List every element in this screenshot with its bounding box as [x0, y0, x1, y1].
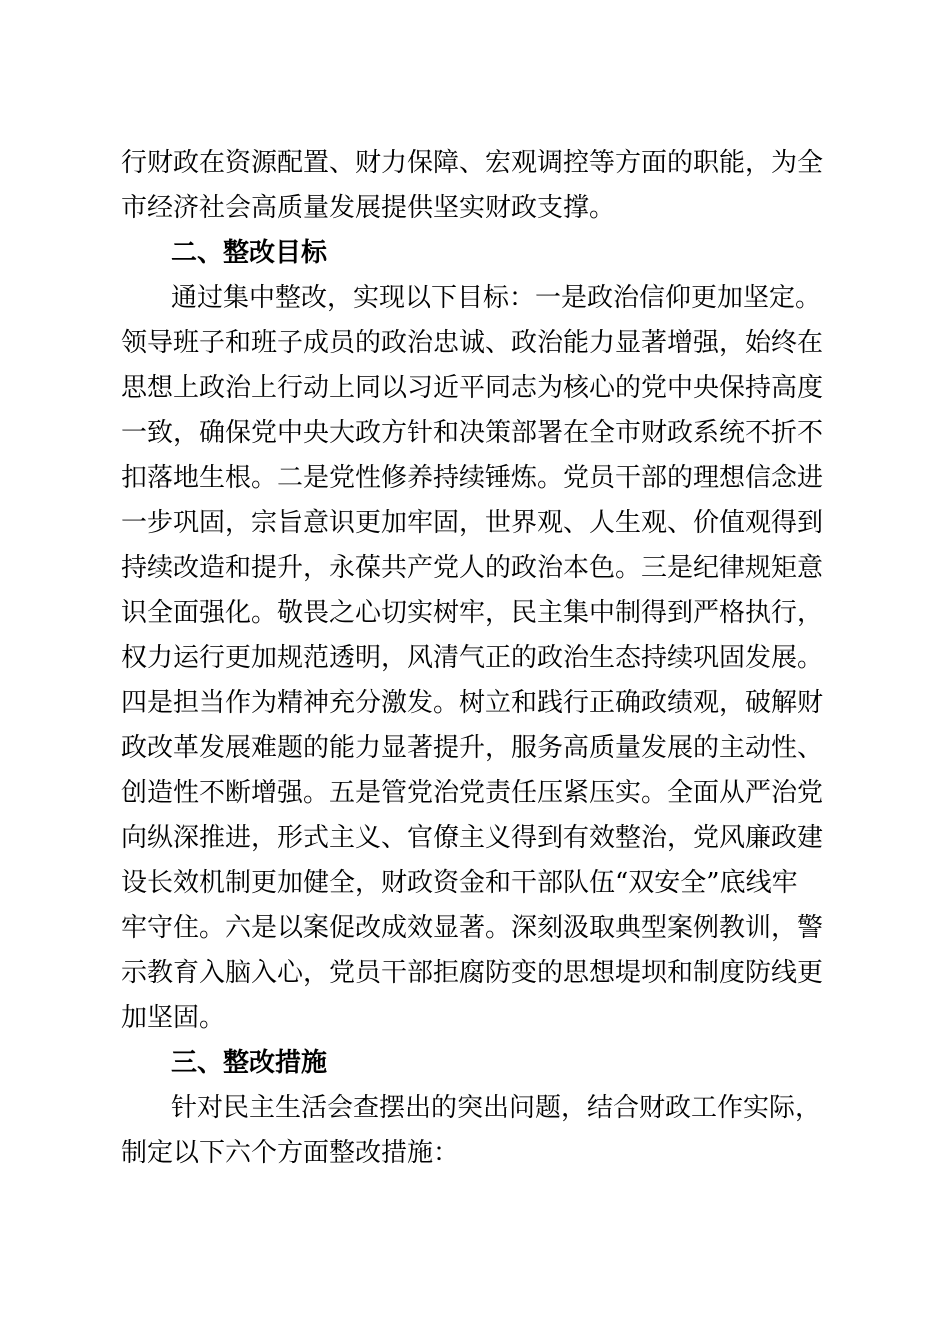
paragraph-line: 一致，确保党中央大政方针和决策部署在全市财政系统不折不: [121, 418, 824, 448]
paragraph-line: 四是担当作为精神充分激发。树立和践行正确政绩观，破解财: [121, 688, 824, 718]
section-heading: 二、整改目标: [171, 238, 328, 268]
paragraph-line: 政改革发展难题的能力显著提升，服务高质量发展的主动性、: [121, 733, 824, 763]
paragraph-line: 设长效机制更加健全，财政资金和干部队伍“双安全”底线牢: [121, 868, 798, 898]
paragraph-line: 牢守住。六是以案促改成效显著。深刻汲取典型案例教训，警: [121, 913, 824, 943]
paragraph-line: 一步巩固，宗旨意识更加牢固，世界观、人生观、价值观得到: [121, 508, 824, 538]
paragraph-line: 向纵深推进，形式主义、官僚主义得到有效整治，党风廉政建: [121, 823, 824, 853]
paragraph-line: 制定以下六个方面整改措施：: [121, 1138, 460, 1168]
paragraph-line: 思想上政治上行动上同以习近平同志为核心的党中央保持高度: [121, 373, 824, 403]
paragraph-line: 权力运行更加规范透明，风清气正的政治生态持续巩固发展。: [121, 643, 824, 673]
paragraph-line: 通过集中整改，实现以下目标：一是政治信仰更加坚定。: [171, 283, 822, 313]
section-heading: 三、整改措施: [171, 1048, 328, 1078]
paragraph-line: 创造性不断增强。五是管党治党责任压紧压实。全面从严治党: [121, 778, 824, 808]
paragraph-line: 识全面强化。敬畏之心切实树牢，民主集中制得到严格执行，: [121, 598, 824, 628]
paragraph-line: 持续改造和提升，永葆共产党人的政治本色。三是纪律规矩意: [121, 553, 824, 583]
paragraph-line: 行财政在资源配置、财力保障、宏观调控等方面的职能，为全: [121, 148, 824, 178]
paragraph-line: 领导班子和班子成员的政治忠诚、政治能力显著增强，始终在: [121, 328, 824, 358]
paragraph-line: 加坚固。: [121, 1003, 226, 1033]
paragraph-line: 针对民主生活会查摆出的突出问题，结合财政工作实际，: [171, 1093, 822, 1123]
paragraph-line: 市经济社会高质量发展提供坚实财政支撑。: [121, 193, 616, 223]
paragraph-line: 扣落地生根。二是党性修养持续锤炼。党员干部的理想信念进: [121, 463, 824, 493]
paragraph-line: 示教育入脑入心，党员干部拒腐防变的思想堤坝和制度防线更: [121, 958, 824, 988]
